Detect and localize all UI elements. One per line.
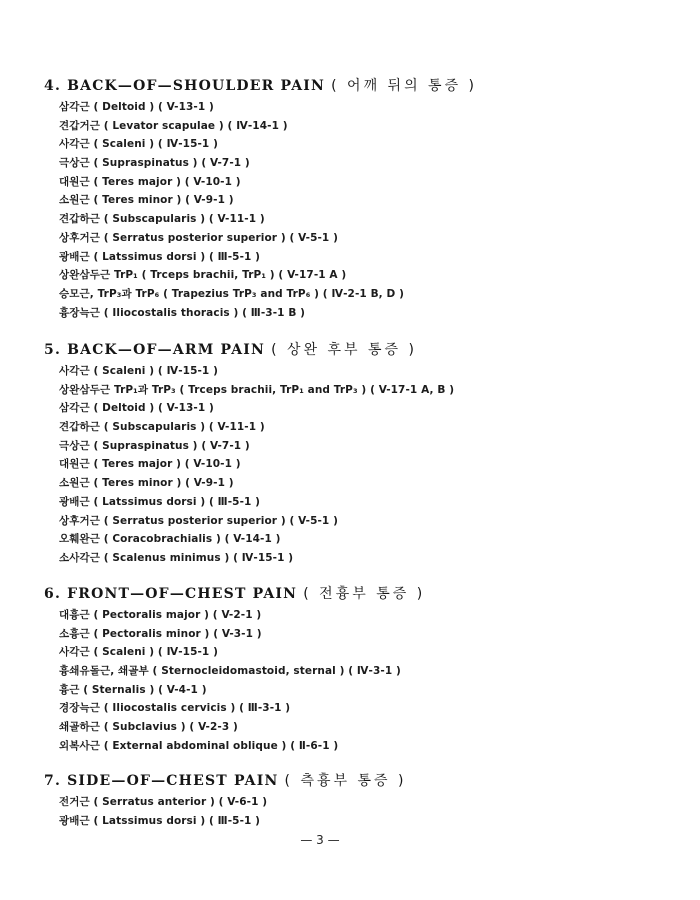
list-item: 사각근 ( Scaleni ) ( Ⅳ-15-1 ): [59, 365, 218, 377]
list-item: 광배근 ( Latssimus dorsi ) ( Ⅲ-5-1 ): [59, 495, 261, 508]
section-back-of-shoulder: [44, 76, 684, 322]
list-item: 견갑하근 ( Subscapularis ) ( V-11-1 ): [59, 213, 265, 226]
section-title: BACK—OF—ARM PAIN: [67, 342, 266, 358]
section-heading: [44, 771, 684, 791]
list-item: 상후거근 ( Serratus posterior superior ) ( V-5-1 ): [59, 514, 338, 527]
section-number: 5.: [44, 342, 62, 358]
list-item: 소원근 ( Teres minor ) ( V-9-1 ): [59, 477, 234, 490]
section-number: 6.: [44, 586, 62, 602]
list-item: 외복사근 ( External abdominal oblique ) ( Ⅱ-6-1 ): [59, 739, 339, 752]
list-item: 대원근 ( Teres major ) ( V-10-1 ): [59, 458, 241, 471]
list-item: 오훼완근 ( Coracobrachialis ) ( V-14-1 ): [59, 533, 281, 546]
list-item: 견갑하근 ( Subscapularis ) ( V-11-1 ): [59, 421, 265, 434]
list-item: 사각근 ( Scaleni ) ( Ⅳ-15-1 ): [59, 138, 218, 151]
list-item: 쇄골하근 ( Subclavius ) ( V-2-3 ): [59, 721, 238, 734]
section-heading: [44, 584, 684, 604]
page-number: — 3 —: [300, 833, 340, 847]
section-number: 7.: [44, 773, 62, 789]
list-item: 삼각근 ( Deltoid ) ( V-13-1 ): [59, 402, 214, 415]
list-item: 흉근 ( Sternalis ) ( V-4-1 ): [59, 683, 207, 696]
list-item: 상후거근 ( Serratus posterior superior ) ( V-5-1 ): [59, 231, 338, 244]
list-item: 대흉근 ( Pectoralis major ) ( V-2-1 ): [59, 609, 262, 621]
list-item: 광배근 ( Latssimus dorsi ) ( Ⅲ-5-1 ): [59, 250, 261, 263]
list-item: 소사각근 ( Scalenus minimus ) ( Ⅳ-15-1 ): [59, 551, 294, 564]
section-front-of-chest: [44, 584, 684, 756]
list-item: 흉장늑근 ( Iliocostalis thoracis ) ( Ⅲ-3-1 B ): [59, 306, 306, 319]
section-title: FRONT—OF—CHEST PAIN: [67, 586, 298, 602]
section-korean-title: ( 상완 후부 통증 ): [271, 342, 417, 358]
list-item: 삼각근 ( Deltoid ) ( V-13-1 ): [59, 101, 214, 113]
list-item: 극상근 ( Supraspinatus ) ( V-7-1 ): [59, 439, 250, 452]
list-item: 극상근 ( Supraspinatus ) ( V-7-1 ): [59, 157, 250, 170]
list-item: 소흉근 ( Pectoralis minor ) ( V-3-1 ): [59, 627, 262, 640]
list-item: 상완삼두근 TrP₁과 TrP₃ ( Trceps brachii, TrP₁ and TrP₃ ) ( V-17-1 A, B ): [59, 383, 455, 396]
section-heading: [44, 340, 684, 360]
list-item: 흉쇄유돌근, 쇄골부 ( Sternocleidomastoid, sternal ) ( Ⅳ-3-1 ): [59, 665, 401, 678]
list-item: 상완삼두근 TrP₁ ( Trceps brachii, TrP₁ ) ( V-17-1 A ): [59, 269, 347, 282]
section-korean-title: ( 어깨 뒤의 통증 ): [331, 78, 478, 94]
list-item: 광배근 ( Latssimus dorsi ) ( Ⅲ-5-1 ): [59, 814, 261, 827]
list-item: 경장늑근 ( Iliocostalis cervicis ) ( Ⅲ-3-1 ): [59, 702, 291, 715]
section-number: 4.: [44, 78, 62, 94]
section-title: SIDE—OF—CHEST PAIN: [67, 773, 279, 789]
section-korean-title: ( 측흉부 통증 ): [284, 773, 407, 789]
muscle-list: [59, 98, 684, 322]
list-item: 대원근 ( Teres major ) ( V-10-1 ): [59, 175, 241, 188]
list-item: 견갑거근 ( Levator scapulae ) ( Ⅳ-14-1 ): [59, 119, 288, 132]
muscle-list: [59, 793, 684, 830]
section-back-of-arm: [44, 340, 684, 568]
list-item: 소원근 ( Teres minor ) ( V-9-1 ): [59, 194, 234, 207]
list-item: 사각근 ( Scaleni ) ( Ⅳ-15-1 ): [59, 646, 218, 659]
list-item: 승모근, TrP₃과 TrP₆ ( Trapezius TrP₃ and TrP₆ ) ( Ⅳ-2-1 B, D ): [59, 287, 404, 300]
muscle-list: [59, 362, 684, 568]
section-korean-title: ( 전흉부 통증 ): [303, 586, 426, 602]
muscle-list: [59, 606, 684, 756]
section-title: BACK—OF—SHOULDER PAIN: [67, 78, 326, 94]
section-side-of-chest: [44, 771, 684, 830]
section-heading: [44, 76, 684, 96]
list-item: 전거근 ( Serratus anterior ) ( V-6-1 ): [59, 796, 268, 808]
